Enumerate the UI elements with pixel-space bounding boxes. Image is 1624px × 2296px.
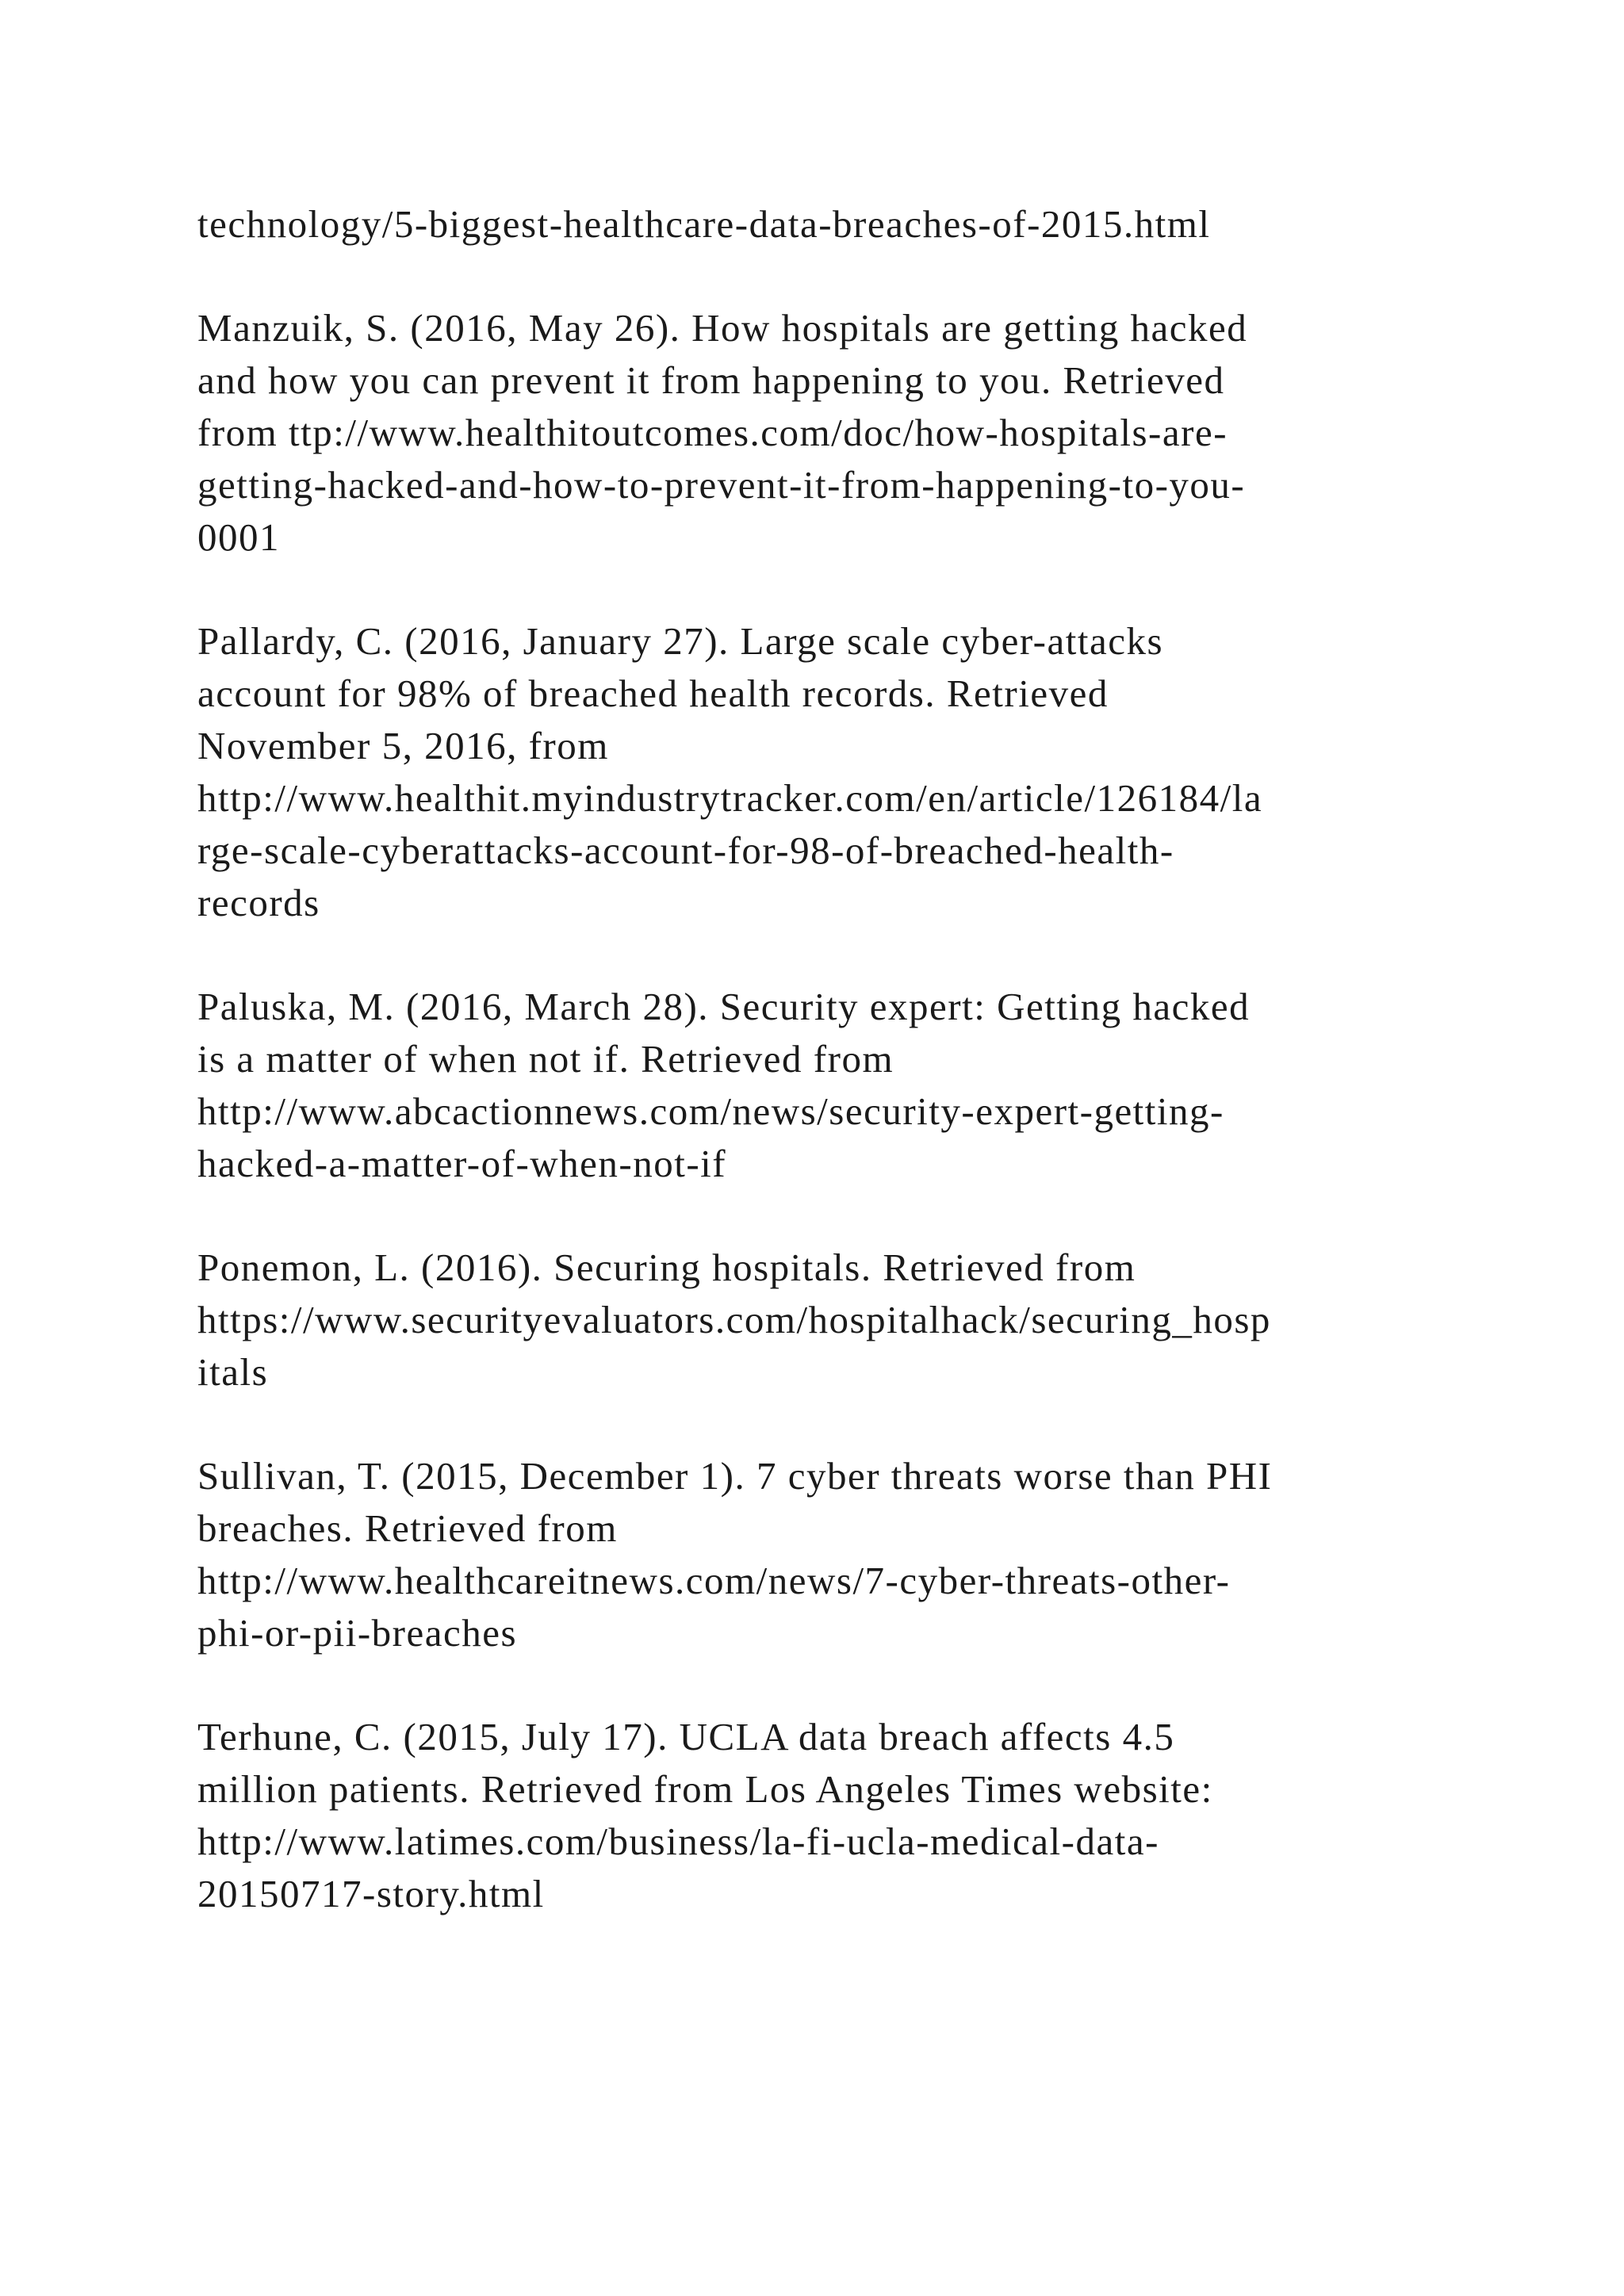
reference-entry: [197, 1242, 1482, 1399]
reference-entry: [197, 1450, 1482, 1659]
reference-line: is a matter of when not if. Retrieved from: [197, 1037, 894, 1081]
reference-entry: [197, 302, 1482, 564]
reference-list: [197, 198, 1482, 1972]
reference-line: million patients. Retrieved from Los Angeles Times website:: [197, 1767, 1213, 1811]
reference-line: rge-scale-cyberattacks-account-for-98-of-breached-health-: [197, 828, 1174, 872]
reference-line: https://www.securityevaluators.com/hospitalhack/securing_hosp: [197, 1298, 1271, 1341]
reference-line: records: [197, 881, 320, 924]
reference-line: itals: [197, 1350, 269, 1394]
reference-line: phi-or-pii-breaches: [197, 1611, 518, 1655]
reference-line: 0001: [197, 515, 280, 559]
reference-line: http://www.abcactionnews.com/news/security-expert-getting-: [197, 1089, 1224, 1133]
reference-line: getting-hacked-and-how-to-prevent-it-from-happening-to-you-: [197, 463, 1246, 507]
reference-entry: [197, 1711, 1482, 1920]
reference-line: 20150717-story.html: [197, 1872, 545, 1915]
reference-line: account for 98% of breached health records. Retrieved: [197, 672, 1109, 715]
reference-line: http://www.healthit.myindustrytracker.com/en/article/126184/la: [197, 776, 1263, 820]
reference-line: http://www.latimes.com/business/la-fi-ucla-medical-data-: [197, 1820, 1159, 1863]
reference-entry: [197, 198, 1482, 251]
reference-entry: [197, 981, 1482, 1190]
reference-line: technology/5-biggest-healthcare-data-breaches-of-2015.html: [197, 202, 1211, 246]
reference-line: http://www.healthcareitnews.com/news/7-cyber-threats-other-: [197, 1559, 1231, 1602]
reference-line: Paluska, M. (2016, March 28). Security expert: Getting hacked: [197, 985, 1251, 1028]
reference-line: November 5, 2016, from: [197, 724, 609, 767]
reference-line: Pallardy, C. (2016, January 27). Large scale cyber-attacks: [197, 619, 1164, 663]
reference-line: Ponemon, L. (2016). Securing hospitals. Retrieved from: [197, 1246, 1136, 1289]
reference-line: from ttp://www.healthitoutcomes.com/doc/how-hospitals-are-: [197, 411, 1228, 454]
reference-line: hacked-a-matter-of-when-not-if: [197, 1142, 727, 1185]
reference-line: Terhune, C. (2015, July 17). UCLA data breach affects 4.5: [197, 1715, 1175, 1758]
reference-line: breaches. Retrieved from: [197, 1506, 618, 1550]
reference-line: Sullivan, T. (2015, December 1). 7 cyber threats worse than PHI: [197, 1454, 1273, 1498]
reference-line: Manzuik, S. (2016, May 26). How hospitals are getting hacked: [197, 306, 1248, 350]
reference-line: and how you can prevent it from happening to you. Retrieved: [197, 358, 1225, 402]
reference-entry: [197, 615, 1482, 929]
